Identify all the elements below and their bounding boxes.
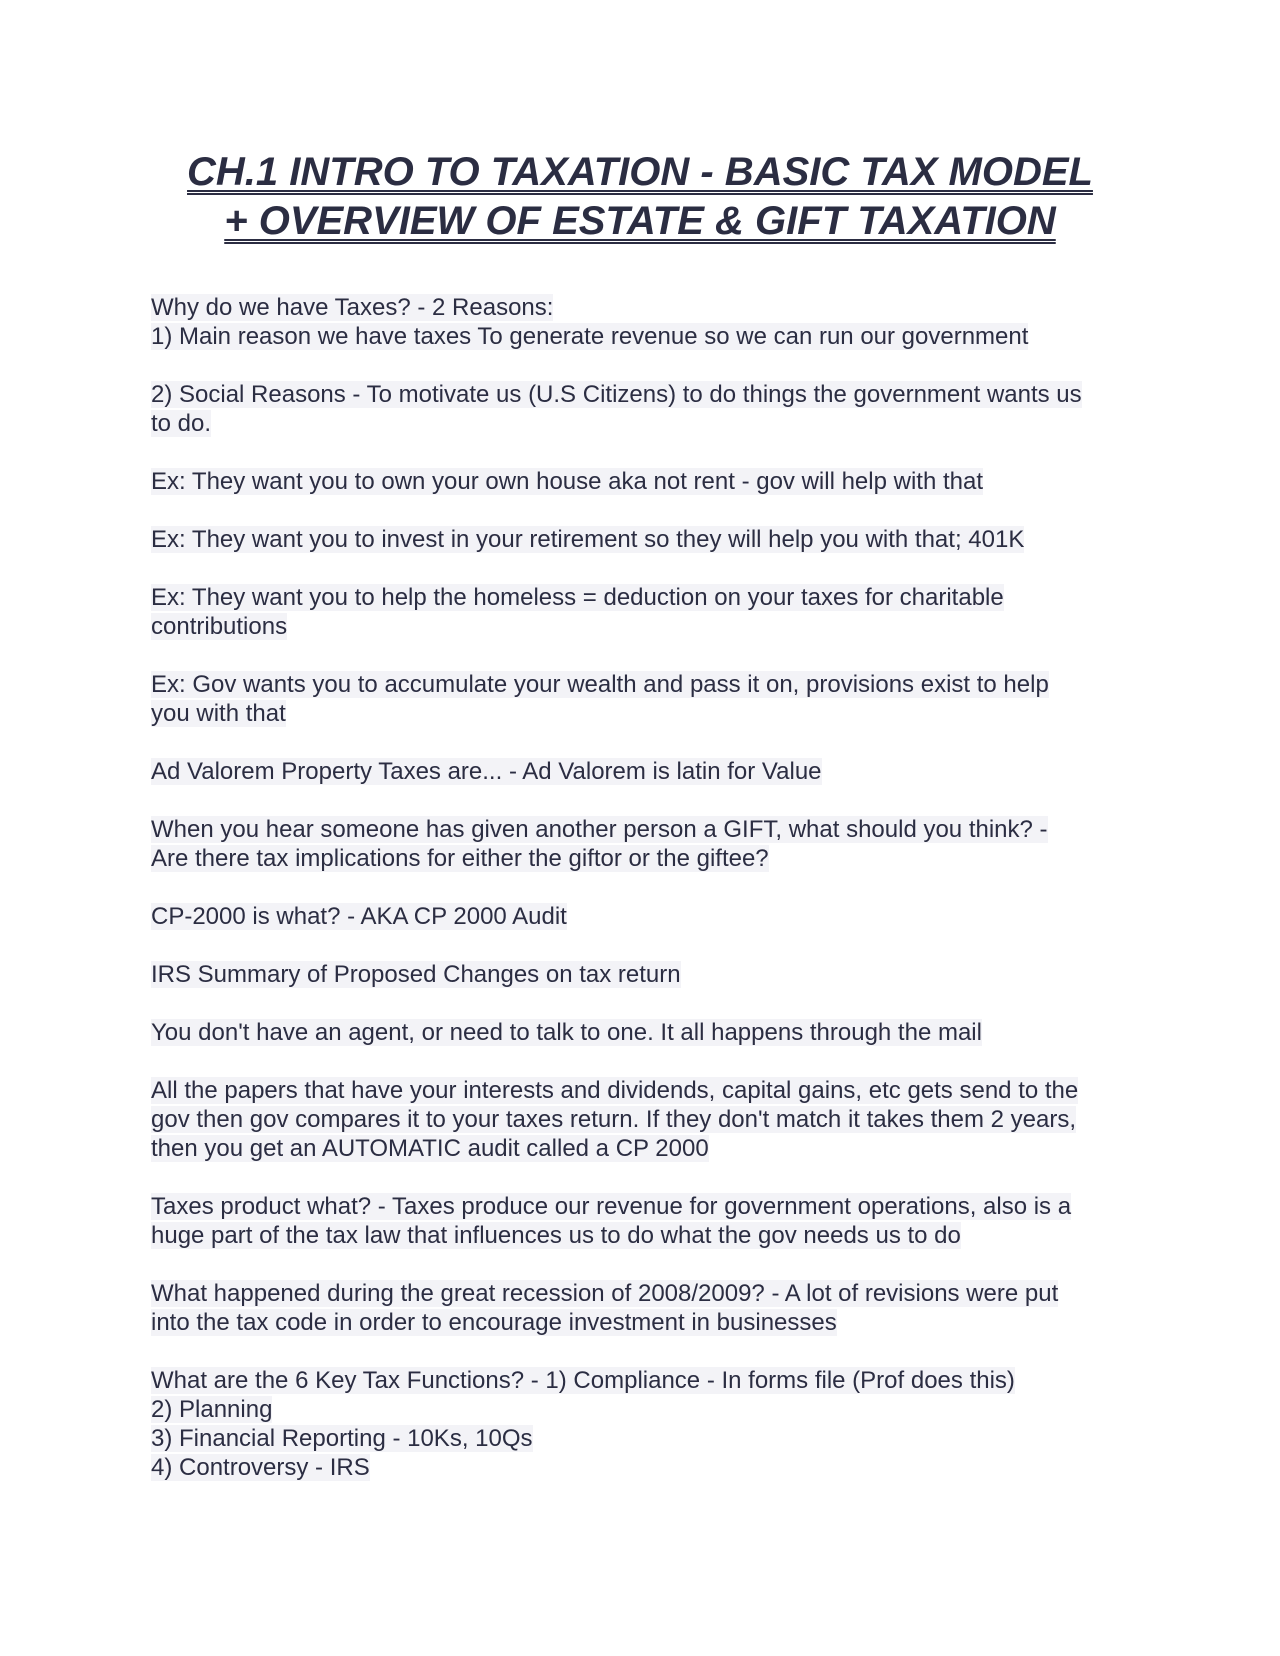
text-line: Ex: They want you to help the homeless = deduction on your taxes for charitable	[151, 584, 1004, 611]
flashcard-entry	[151, 293, 1141, 351]
flashcard-entry	[151, 815, 1141, 873]
text-line: What are the 6 Key Tax Functions? - 1) Compliance - In forms file (Prof does this)	[151, 1367, 1015, 1394]
text-line: gov then gov compares it to your taxes return. If they don't match it takes them 2 years,	[151, 1106, 1077, 1133]
text-line: into the tax code in order to encourage investment in businesses	[151, 1309, 837, 1336]
text-line: Ex: Gov wants you to accumulate your wealth and pass it on, provisions exist to help	[151, 671, 1049, 698]
text-line: What happened during the great recession of 2008/2009? - A lot of revisions were put	[151, 1280, 1059, 1307]
flashcard-entry	[151, 757, 1141, 786]
flashcard-entry	[151, 902, 1141, 931]
text-line: huge part of the tax law that influences us to do what the gov needs us to do	[151, 1222, 961, 1249]
text-line: 2) Planning	[151, 1396, 273, 1423]
flashcard-entry	[151, 1018, 1141, 1047]
text-line: Ex: They want you to own your own house aka not rent - gov will help with that	[151, 468, 984, 495]
text-line: 2) Social Reasons - To motivate us (U.S Citizens) to do things the government wants us	[151, 381, 1082, 408]
text-line: Are there tax implications for either the giftor or the giftee?	[151, 845, 769, 872]
flashcard-list	[151, 293, 1141, 1511]
text-line: 1) Main reason we have taxes To generate revenue so we can run our government	[151, 323, 1029, 350]
text-line: IRS Summary of Proposed Changes on tax return	[151, 961, 681, 988]
text-line: Taxes product what? - Taxes produce our revenue for government operations, also is a	[151, 1193, 1072, 1220]
flashcard-entry	[151, 583, 1141, 641]
text-line: then you get an AUTOMATIC audit called a CP 2000	[151, 1135, 709, 1162]
text-line: Ex: They want you to invest in your retirement so they will help you with that; 401K	[151, 526, 1025, 553]
text-line: All the papers that have your interests and dividends, capital gains, etc gets send to the	[151, 1077, 1079, 1104]
text-line: 4) Controversy - IRS	[151, 1454, 370, 1481]
text-line: CP-2000 is what? - AKA CP 2000 Audit	[151, 903, 567, 930]
text-line: you with that	[151, 700, 286, 727]
text-line: Ad Valorem Property Taxes are... - Ad Valorem is latin for Value	[151, 758, 822, 785]
flashcard-entry	[151, 1192, 1141, 1250]
flashcard-entry	[151, 1366, 1141, 1482]
flashcard-entry	[151, 1076, 1141, 1163]
flashcard-entry	[151, 960, 1141, 989]
flashcard-entry	[151, 467, 1141, 496]
flashcard-entry	[151, 525, 1141, 554]
flashcard-entry	[151, 1279, 1141, 1337]
text-line: You don't have an agent, or need to talk to one. It all happens through the mail	[151, 1019, 982, 1046]
flashcard-entry	[151, 380, 1141, 438]
flashcard-entry	[151, 670, 1141, 728]
title-line-2: + OVERVIEW OF ESTATE & GIFT TAXATION	[224, 199, 1056, 243]
text-line: contributions	[151, 613, 288, 640]
title-line-1: CH.1 INTRO TO TAXATION - BASIC TAX MODEL	[187, 150, 1093, 194]
text-line: Why do we have Taxes? - 2 Reasons:	[151, 294, 554, 321]
text-line: to do.	[151, 410, 212, 437]
text-line: When you hear someone has given another person a GIFT, what should you think? -	[151, 816, 1048, 843]
text-line: 3) Financial Reporting - 10Ks, 10Qs	[151, 1425, 533, 1452]
page-title	[140, 148, 1140, 246]
